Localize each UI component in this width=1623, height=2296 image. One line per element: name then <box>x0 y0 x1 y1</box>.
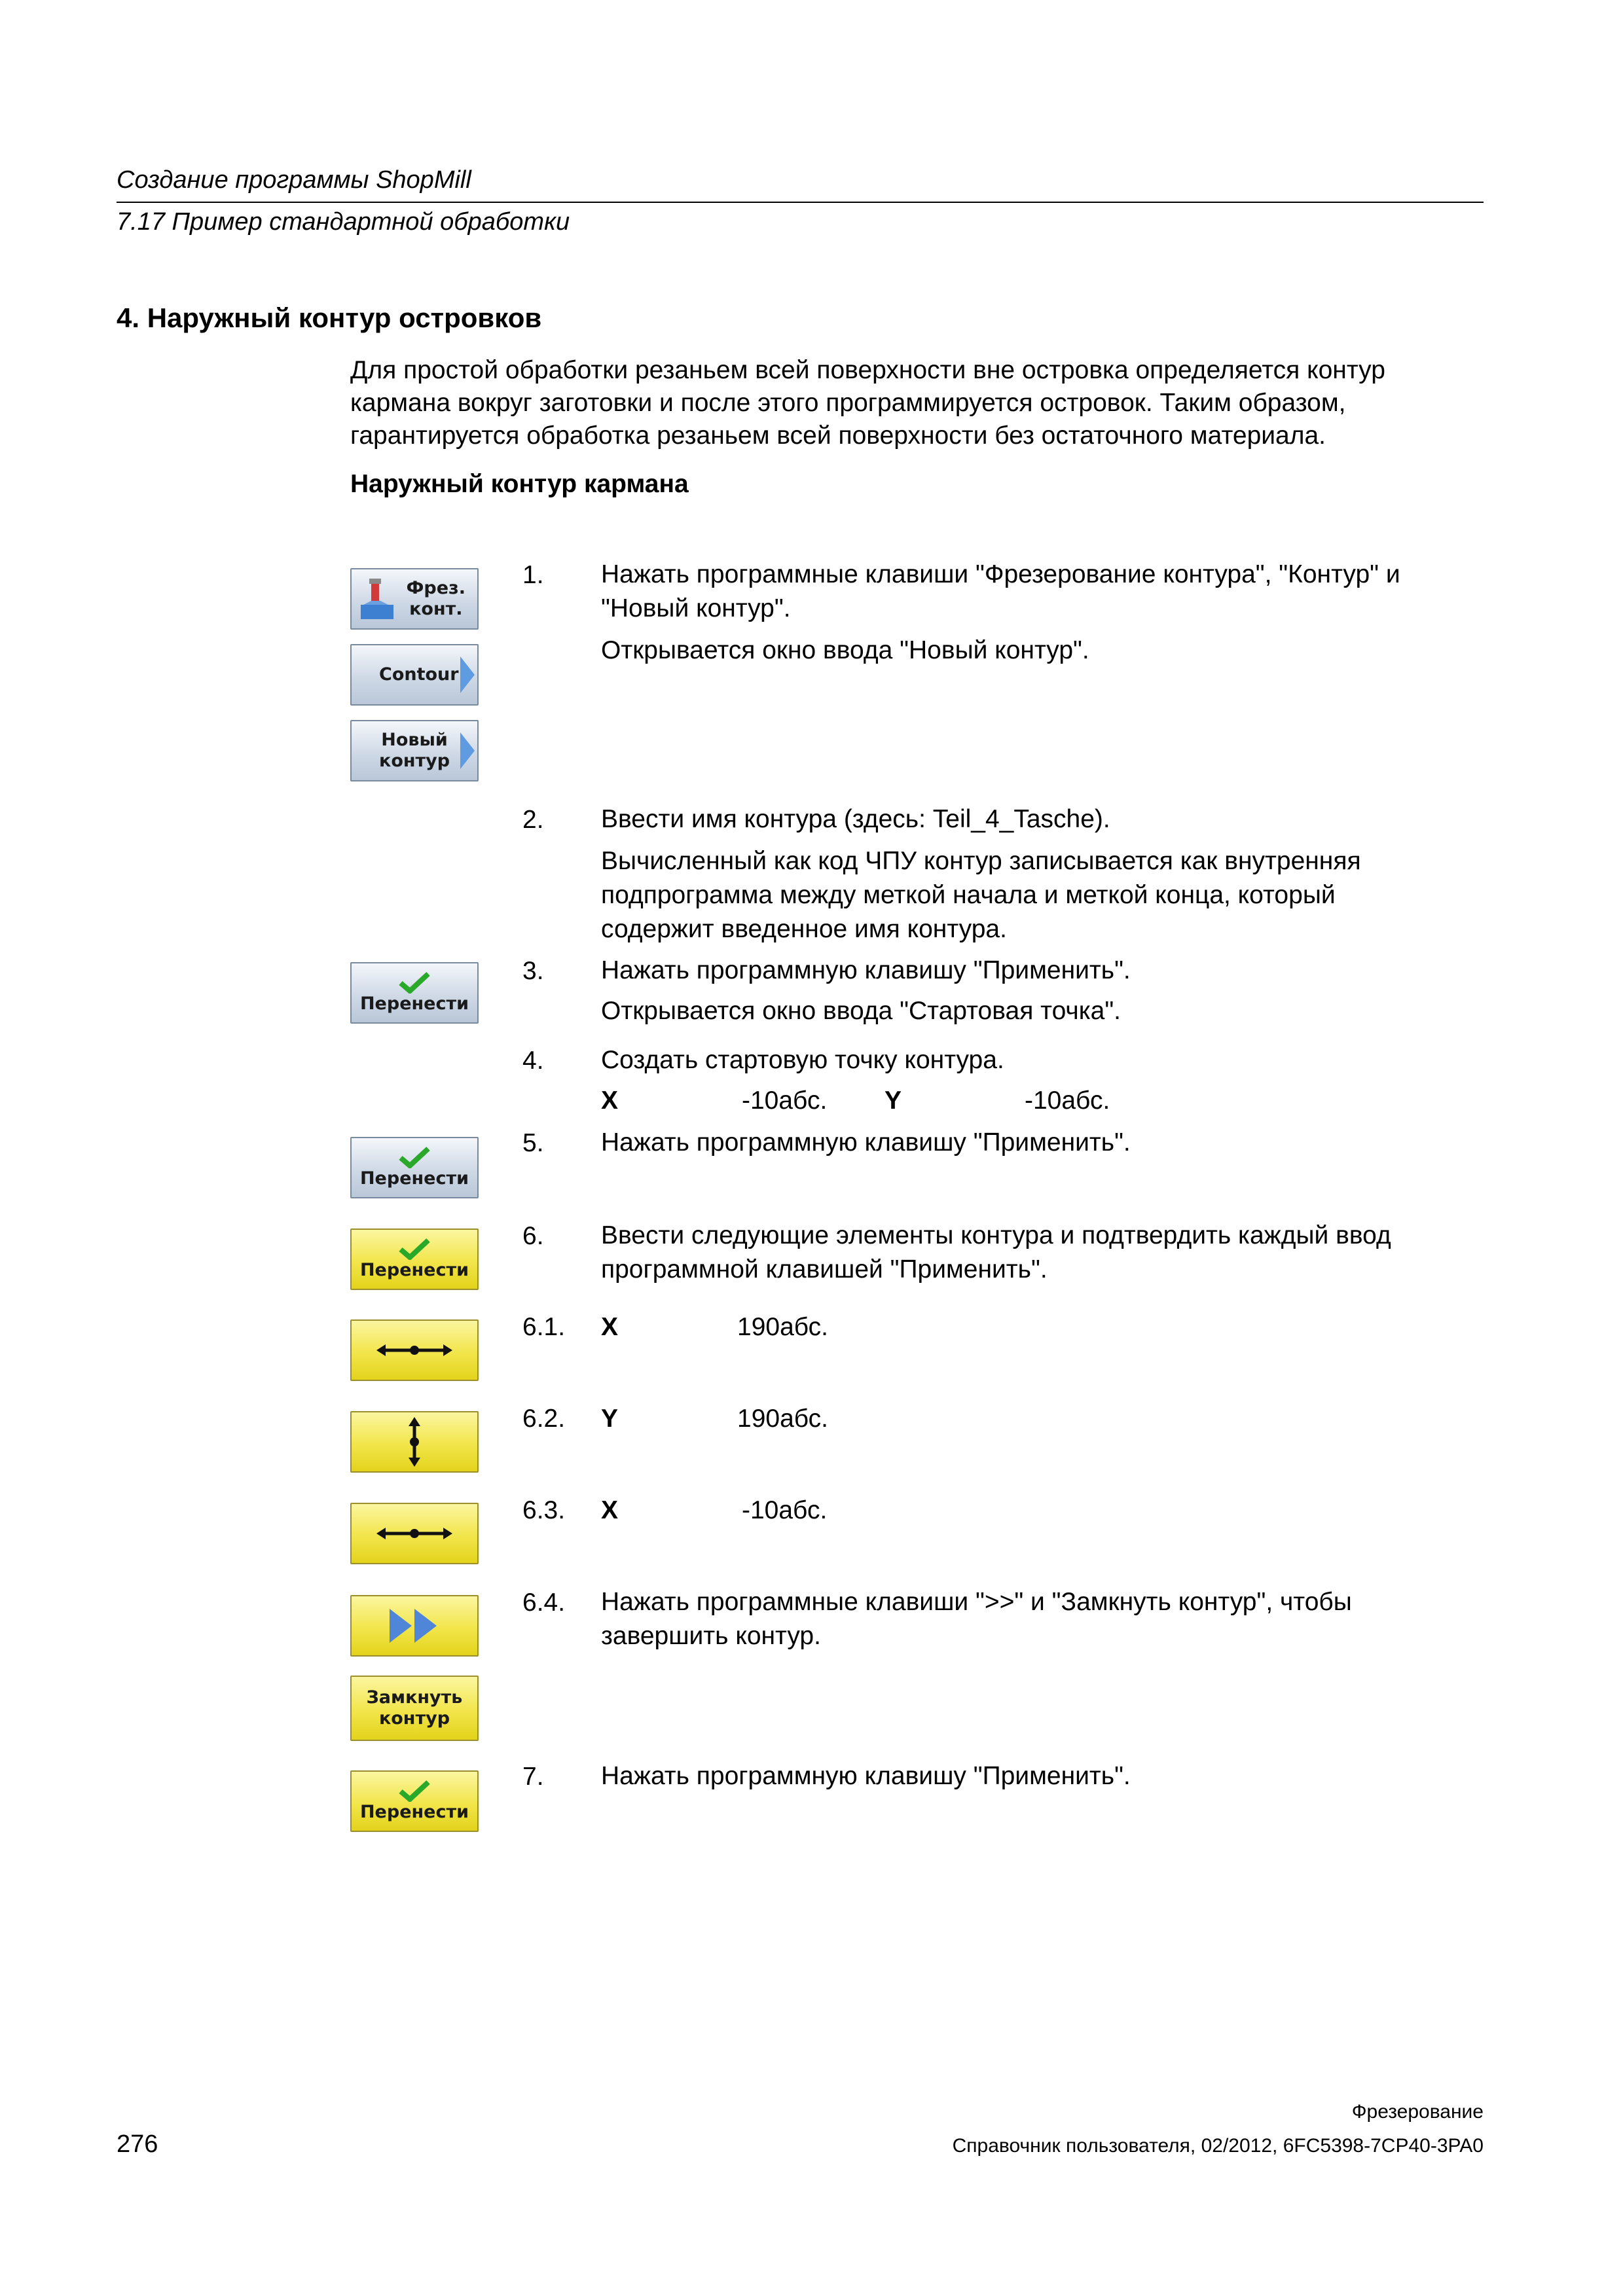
apply-softkey[interactable] <box>350 1770 479 1832</box>
softkey-label: Перенести <box>359 994 469 1014</box>
coord-label: X <box>601 1313 619 1341</box>
softkey-label: Новый <box>381 730 448 750</box>
step-line: Нажать программную клавишу "Применить". <box>601 956 1131 984</box>
step-text <box>601 1219 1485 1287</box>
header-rule <box>117 202 1484 203</box>
section-heading: 4. Наружный контур островков <box>117 302 542 333</box>
softkey-label: контур <box>378 1708 450 1729</box>
step-number: 1. <box>522 561 544 589</box>
footer-manual: Фрезерование <box>1351 2101 1484 2123</box>
intro-line: Для простой обработки резаньем всей поверхности вне островка определяется контур <box>350 356 1385 384</box>
coord-label: Y <box>601 1405 619 1433</box>
step-number: 6.2. <box>522 1405 566 1433</box>
coord-label-x: X <box>601 1086 619 1115</box>
softkey-label: Перенести <box>359 1802 469 1822</box>
step-text <box>601 954 1485 1028</box>
footer-reference: Справочник пользователя, 02/2012, 6FC5398-7CP40-3PA0 <box>952 2135 1484 2157</box>
new-contour-softkey[interactable] <box>350 720 479 781</box>
step-line: Нажать программную клавишу "Применить". <box>601 1762 1131 1790</box>
mill-contour-softkey[interactable] <box>350 568 479 630</box>
step-line: завершить контур. <box>601 1622 821 1650</box>
straight-x-softkey[interactable] <box>350 1319 479 1381</box>
step-line: Ввести следующие элементы контура и подтвердить каждый ввод <box>601 1221 1391 1249</box>
intro-line: кармана вокруг заготовки и после этого программируется островок. Таким образом, <box>350 389 1346 417</box>
horizontal-line-icon <box>375 1524 454 1543</box>
checkmark-icon <box>398 1146 431 1168</box>
coord-label: X <box>601 1496 619 1524</box>
checkmark-icon <box>398 1780 431 1802</box>
arrow-right-icon <box>460 656 475 693</box>
step-line: "Новый контур". <box>601 594 791 622</box>
checkmark-icon <box>398 1238 431 1260</box>
step-number: 6.3. <box>522 1496 566 1524</box>
vertical-line-icon <box>405 1416 424 1468</box>
softkey-label: Перенести <box>359 1260 469 1280</box>
step-number: 3. <box>522 957 544 985</box>
coord-value-y: -10абс. <box>1025 1086 1110 1115</box>
step-number: 6.1. <box>522 1313 566 1341</box>
apply-softkey[interactable] <box>350 962 479 1024</box>
running-header-section: 7.17 Пример стандартной обработки <box>117 208 570 236</box>
softkey-label: Фрез. <box>406 578 465 598</box>
softkey-label: Перенести <box>359 1168 469 1189</box>
step-line: Нажать программные клавиши "Фрезерование контура", "Контур" и <box>601 560 1400 588</box>
double-chevron-right-icon <box>388 1606 441 1645</box>
step-text <box>601 1585 1485 1653</box>
page-number: 276 <box>117 2130 158 2158</box>
step-line: Нажать программную клавишу "Применить". <box>601 1128 1131 1157</box>
step-number: 4. <box>522 1047 544 1075</box>
checkmark-icon <box>398 971 431 994</box>
coord-value-x: -10абс. <box>742 1086 828 1115</box>
softkey-label: Contour <box>379 664 459 685</box>
apply-softkey[interactable] <box>350 1229 479 1290</box>
coord-value: 190абс. <box>737 1313 828 1341</box>
step-number: 6.4. <box>522 1588 566 1617</box>
step-line: Ввести имя контура (здесь: Teil_4_Tasche). <box>601 805 1110 833</box>
step-number: 6. <box>522 1222 544 1250</box>
subheading: Наружный контур кармана <box>350 470 689 498</box>
step-text <box>601 558 1485 668</box>
arrow-right-icon <box>460 732 475 769</box>
step-line: Открывается окно ввода "Новый контур". <box>601 636 1089 664</box>
milling-tool-icon <box>358 576 397 622</box>
close-contour-softkey[interactable] <box>350 1676 479 1741</box>
more-softkey[interactable] <box>350 1595 479 1657</box>
step-line: Создать стартовую точку контура. <box>601 1046 1004 1074</box>
step-text <box>601 1759 1485 1793</box>
step-text <box>601 1043 1485 1077</box>
step-text <box>601 1126 1485 1160</box>
step-line: Открывается окно ввода "Стартовая точка". <box>601 997 1122 1025</box>
step-line: Вычисленный как код ЧПУ контур записывается как внутренняя <box>601 847 1361 875</box>
intro-line: гарантируется обработка резаньем всей поверхности без остаточного материала. <box>350 422 1326 450</box>
softkey-label: контур <box>379 751 450 771</box>
step-number: 2. <box>522 806 544 834</box>
running-header-title: Создание программы ShopMill <box>117 166 471 194</box>
contour-softkey[interactable] <box>350 644 479 706</box>
intro-paragraph <box>350 354 1489 452</box>
coord-value: 190абс. <box>737 1405 828 1433</box>
softkey-label: Замкнуть <box>366 1687 463 1708</box>
coord-label-y: Y <box>884 1086 902 1115</box>
coord-value: -10абс. <box>742 1496 828 1524</box>
step-line: программной клавишей "Применить". <box>601 1255 1048 1283</box>
step-line: подпрограмма между меткой начала и меткой конца, который <box>601 881 1336 909</box>
step-text <box>601 802 1485 946</box>
straight-x-softkey[interactable] <box>350 1503 479 1564</box>
step-number: 5. <box>522 1129 544 1157</box>
softkey-label: конт. <box>409 599 463 619</box>
step-line: содержит введенное имя контура. <box>601 915 1007 943</box>
apply-softkey[interactable] <box>350 1137 479 1198</box>
step-line: Нажать программные клавиши ">>" и "Замкнуть контур", чтобы <box>601 1588 1352 1616</box>
horizontal-line-icon <box>375 1340 454 1360</box>
straight-y-softkey[interactable] <box>350 1411 479 1473</box>
step-number: 7. <box>522 1763 544 1791</box>
